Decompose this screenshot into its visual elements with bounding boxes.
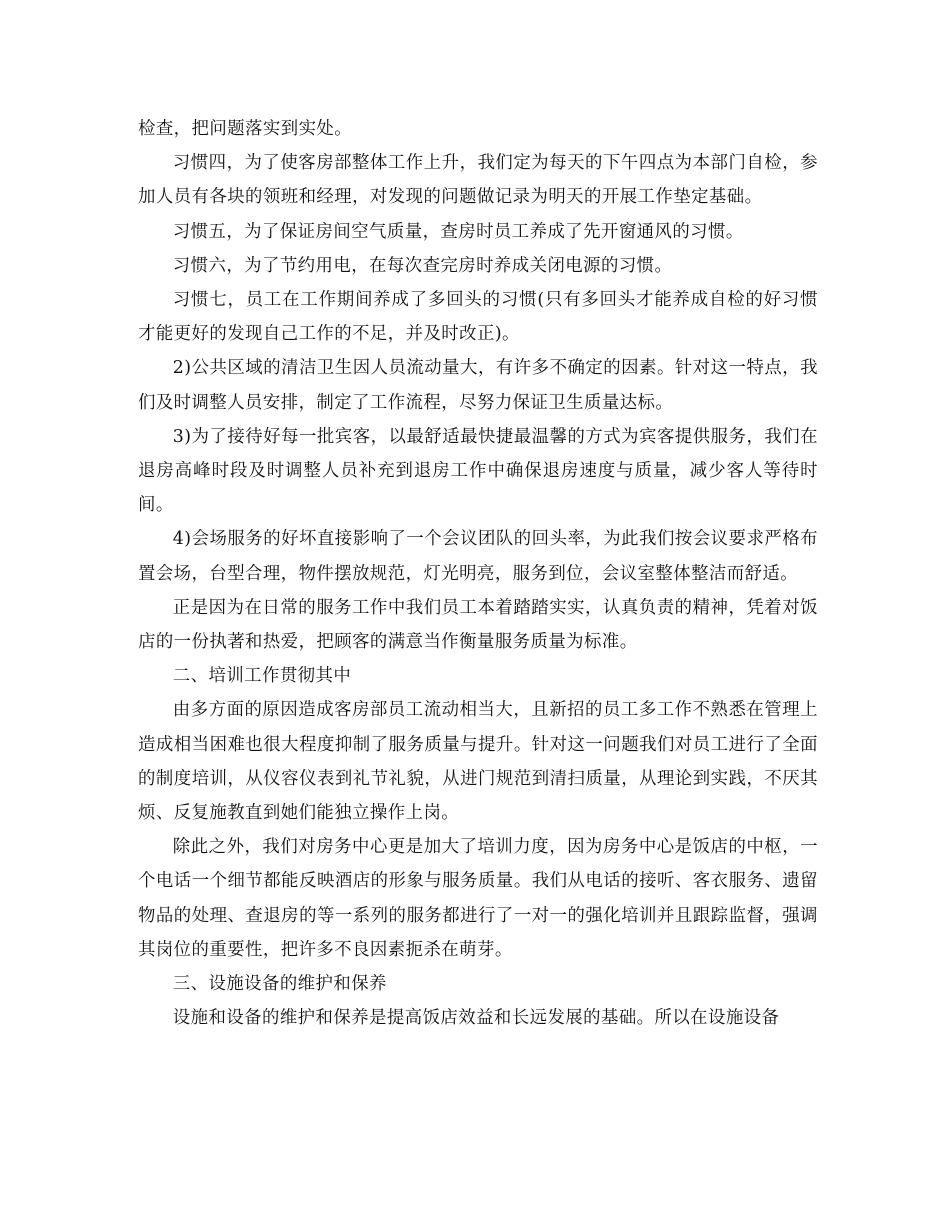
paragraph: 由多方面的原因造成客房部员工流动相当大，且新招的员工多工作不熟悉在管理上造成相当困难也很大程度抑制了服务质量与提升。针对这一问题我们对员工进行了全面的制度培训，从仪容仪表到礼节礼貌，从进门规范到清扫质量，从理论到实践，不厌其烦、反复施教直到她们能独立操作上岗。	[138, 700, 818, 824]
document-page	[138, 112, 818, 1035]
paragraph: 2)公共区域的清洁卫生因人员流动量大，有许多不确定的因素。针对这一特点，我们及时调整人员安排，制定了工作流程，尽努力保证卫生质量达标。	[138, 358, 818, 413]
paragraph: 习惯五，为了保证房间空气质量，查房时员工养成了先开窗通风的习惯。	[172, 221, 744, 242]
paragraph: 检查，把问题落实到实处。	[138, 119, 353, 139]
paragraph: 设施和设备的维护和保养是提高饭店效益和长远发展的基础。所以在设施设备	[172, 1008, 780, 1029]
section-heading: 二、培训工作贯彻其中	[172, 666, 352, 687]
paragraph: 除此之外，我们对房务中心更是加大了培训力度，因为房务中心是饭店的中枢，一个电话一个细节都能反映酒店的形象与服务质量。我们从电话的接听、客衣服务、遗留物品的处理、查退房的等一系列的服务都进行了一对一的强化培训并且跟踪监督，强调其岗位的重要性，把许多不良因素扼杀在萌芽。	[138, 837, 818, 960]
paragraph: 习惯六，为了节约用电，在每次查完房时养成关闭电源的习惯。	[172, 255, 673, 276]
paragraph: 正是因为在日常的服务工作中我们员工本着踏踏实实，认真负责的精神，凭着对饭店的一份执著和热爱，把顾客的满意当作衡量服务质量为标准。	[138, 597, 818, 653]
paragraph: 4)会场服务的好坏直接影响了一个会议团队的回头率，为此我们按会议要求严格布置会场，台型合理，物件摆放规范，灯光明亮，服务到位，会议室整体整洁而舒适。	[138, 529, 818, 584]
paragraph: 习惯七，员工在工作期间养成了多回头的习惯(只有多回头才能养成自检的好习惯才能更好的发现自己工作的不足，并及时改正)。	[138, 290, 818, 345]
paragraph: 3)为了接待好每一批宾客，以最舒适最快捷最温馨的方式为宾客提供服务，我们在退房高峰时段及时调整人员补充到退房工作中确保退房速度与质量，减少客人等待时间。	[138, 426, 818, 516]
section-heading: 三、设施设备的维护和保养	[172, 974, 387, 995]
paragraph: 习惯四，为了使客房部整体工作上升，我们定为每天的下午四点为本部门自检，参加人员有各块的领班和经理，对发现的问题做记录为明天的开展工作垫定基础。	[138, 153, 818, 208]
